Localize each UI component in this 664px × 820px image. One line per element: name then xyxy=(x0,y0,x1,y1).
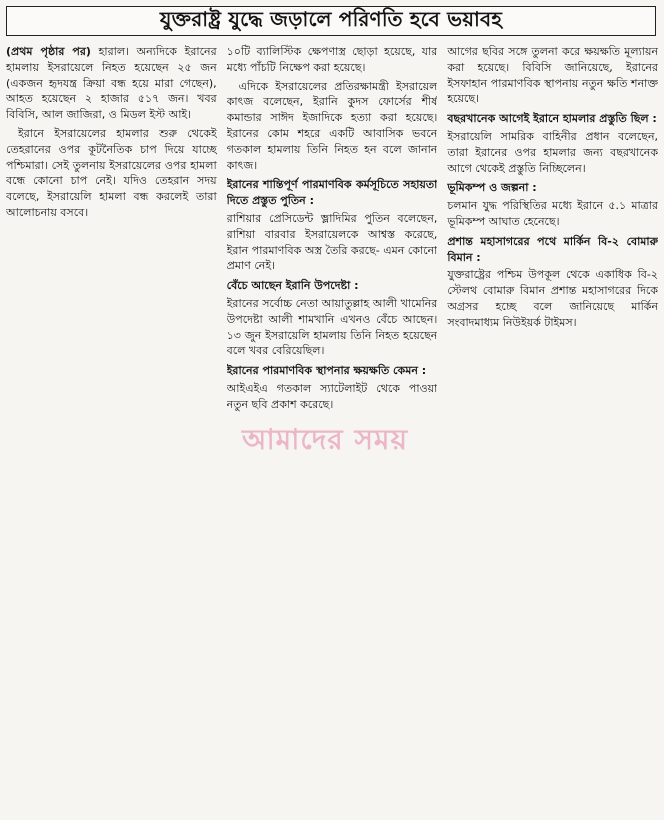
paragraph: রাশিয়ার প্রেসিডেন্ট ভ্লাদিমির পুতিন বলেছেন, রাশিয়া বারবার ইসরায়েলকে আশ্বস্ত করেছে, ইরান পারমাণবিক অস্ত্র তৈরি করছে- এমন কোনো প্রমাণ নেই। xyxy=(226,211,438,273)
subheading: ভূমিকম্প ও জল্পনা : xyxy=(447,181,537,195)
paragraph-text: হারাল। অন্যদিকে ইরানের হামলায় ইসরায়েলে নিহত হয়েছেন ২৫ জন (একজন হৃদযন্ত্র ক্রিয়া বন্ধ হয়ে মারা গেছেন), আহত হয়েছেন ২ হাজার ৫১৭ জন। খবর বিবিসি, আল জাজিরা, ও মিডল ইস্ট আই। xyxy=(6,45,217,122)
paragraph: ইরানে ইসরায়েলের হামলার শুরু থেকেই তেহরানের ওপর কূটনৈতিক চাপ দিয়ে যাচ্ছে পশ্চিমারা। সেই তুলনায় ইসরায়েলের ওপর হামলা বন্ধে কোনো চাপ নেই। যদিও তেহরান সদয় বলেছে, ইসরায়েলি হামলা বন্ধ করলেই তারা আলোচনায় বসবে। xyxy=(6,126,217,219)
jump-label: (প্রথম পৃষ্ঠার পর) xyxy=(6,45,91,58)
paragraph: ১০টি ব্যালিস্টিক ক্ষেপণাস্ত্র ছোড়া হয়েছে, যার মধ্যে পাঁচটি নিক্ষেপ করা হয়েছে। xyxy=(226,45,438,74)
paragraph xyxy=(6,44,217,123)
subheading: বেঁচে আছেন ইরানি উপদেষ্টা : xyxy=(226,279,359,293)
paragraph: ইরানের সর্বোচ্চ নেতা আয়াতুল্লাহ আলী খামেনির উপদেষ্টা আলী শামখানি এখনও বেঁচে আছেন। ১৩ জুন ইসরায়েলি হামলায় তিনি নিহত হয়েছেন বলে খবর বেরিয়েছিল। xyxy=(226,296,438,358)
article-headline: যুক্তরাষ্ট্র যুদ্ধে জড়ালে পরিণতি হবে ভয়াবহ xyxy=(159,6,503,31)
column-3 xyxy=(447,44,658,814)
paragraph: চলমান যুদ্ধ পরিস্থিতির মধ্যে ইরানে ৫.১ মাত্রার ভূমিকম্প আঘাত হেনেছে। xyxy=(447,199,658,228)
headline-box xyxy=(6,6,656,36)
paragraph: ইসরায়েলি সামরিক বাহিনীর প্রধান বলেছেন, তারা ইরানের ওপর হামলার জন্য বছরখানেক আগে থেকেই প্রস্তুতি নিচ্ছিলেন। xyxy=(447,129,658,175)
subheading: ইরানের পারমাণবিক স্থাপনার ক্ষয়ক্ষতি কেমন : xyxy=(226,364,427,378)
paragraph: আইএইএ গতকাল স্যাটেলাইট থেকে পাওয়া নতুন ছবি প্রকাশ করেছে। xyxy=(226,381,438,411)
masthead-watermark-logo: আমাদের সময় xyxy=(242,422,408,456)
paragraph: আগের ছবির সঙ্গে তুলনা করে ক্ষয়ক্ষতি মূল্যায়ন করা হয়েছে। বিবিসি জানিয়েছে, ইরানের ইসফাহান পারমাণবিক স্থাপনায় নতুন ক্ষতি শনাক্ত হয়েছে। xyxy=(447,45,658,106)
subheading: ইরানের শান্তিপূর্ণ পারমাণবিক কর্মসূচিতে সহায়তা দিতে প্রস্তুত পুতিন : xyxy=(226,178,438,208)
column-1 xyxy=(6,44,217,814)
paragraph: এদিকে ইসরায়েলের প্রতিরক্ষামন্ত্রী ইসরায়েল কাৎজ বলেছেন, ইরানি কুদস ফোর্সের শীর্ষ কমান্ডার সাঈদ ইজাদিকে হত্যা করা হয়েছে। ইরানের কোম শহরে একটি আবাসিক ভবনে গতকাল হামলায় তিনি নিহত হন বলে জানান কাৎজ। xyxy=(226,79,438,172)
subheading: বছরখানেক আগেই ইরানে হামলার প্রস্তুতি ছিল : xyxy=(447,112,657,126)
subheading: প্রশান্ত মহাসাগরের পথে মার্কিন বি-২ বোমারু বিমান : xyxy=(447,234,658,264)
paragraph: যুক্তরাষ্ট্রের পশ্চিম উপকূল থেকে একাধিক বি-২ স্টেলথ বোমারু বিমান প্রশান্ত মহাসাগরের দিকে অগ্রসর হচ্ছে বলে জানিয়েছে মার্কিন সংবাদমাধ্যম নিউইয়র্ক টাইমস। xyxy=(447,268,658,329)
column-2 xyxy=(227,44,438,814)
article-body xyxy=(6,44,658,814)
